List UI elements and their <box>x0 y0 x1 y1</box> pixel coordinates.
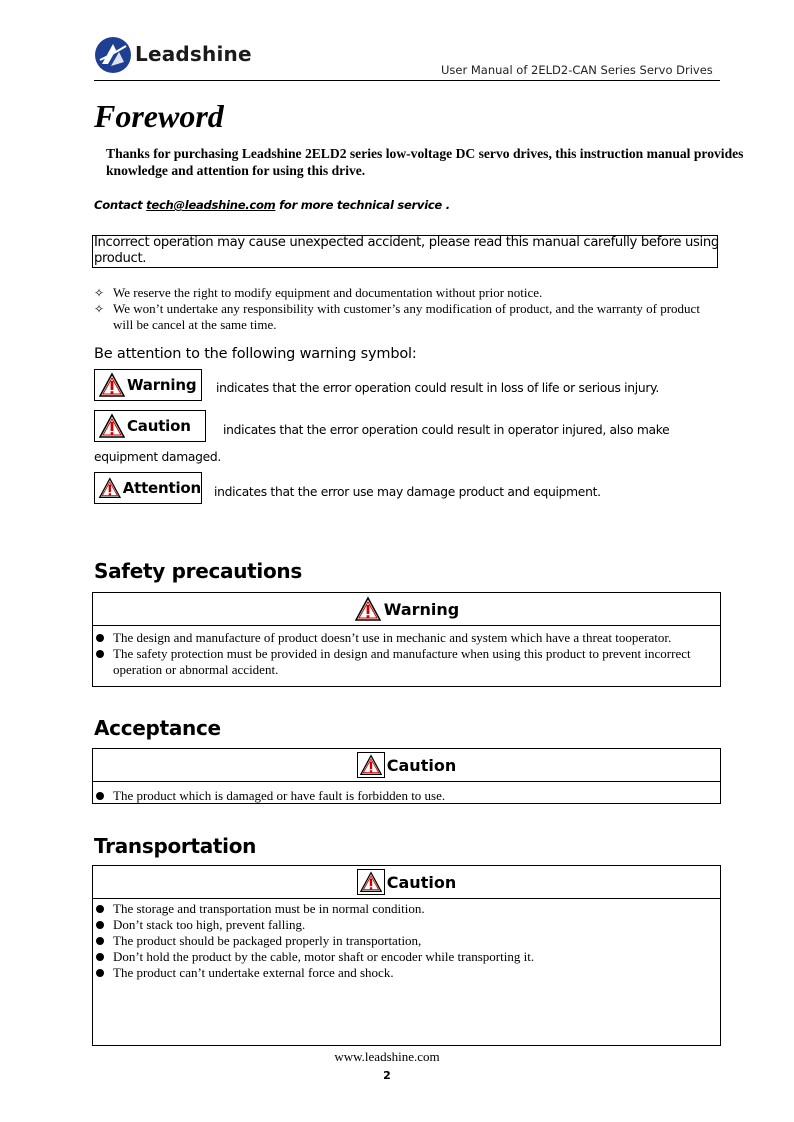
logo-text: Leadshine <box>135 42 252 66</box>
warning-description: indicates that the error operation could result in loss of life or serious injury. <box>216 381 659 395</box>
table-header <box>93 749 720 782</box>
table-header-label: Caution <box>386 872 457 892</box>
contact-email-link[interactable]: tech@leadshine.com <box>146 198 276 212</box>
footer-url: www.leadshine.com <box>334 1049 440 1064</box>
leadshine-logo-icon <box>94 36 132 74</box>
list-item <box>93 933 720 949</box>
warning-symbol-box <box>94 369 202 401</box>
section-title-transportation: Transportation <box>94 834 257 858</box>
list-item <box>93 917 720 933</box>
attention-description: indicates that the error use may damage product and equipment. <box>214 485 601 499</box>
list-item-text: The storage and transportation must be in normal condition. <box>113 901 425 916</box>
list-item <box>93 949 720 965</box>
list-item <box>93 965 720 981</box>
list-item-text: The safety protection must be provided in design and manufacture when using this product to prevent incorrect operation or abnormal accident. <box>113 646 691 677</box>
list-item-text: The product should be packaged properly in transportation, <box>113 933 422 948</box>
table-header-label: Warning <box>383 599 460 619</box>
caution-description: indicates that the error operation could result in operator injured, also make <box>223 423 670 437</box>
list-item <box>93 788 720 804</box>
section-title-acceptance: Acceptance <box>94 716 221 740</box>
contact-line <box>94 198 450 212</box>
list-item <box>93 901 720 917</box>
disclaimer-text: We won’t undertake any responsibility with customer’s any modification of product, and the warranty of product will be cancel at the same time. <box>113 301 700 332</box>
caution-triangle-icon <box>98 413 126 439</box>
bullet-list <box>93 899 720 981</box>
list-item-text: The product which is damaged or have fault is forbidden to use. <box>113 788 446 803</box>
acceptance-table <box>92 748 721 804</box>
bullet-list <box>93 626 720 678</box>
table-header <box>93 593 720 626</box>
caution-triangle-icon <box>359 754 383 776</box>
contact-suffix: for more technical service . <box>275 198 450 212</box>
list-item <box>93 630 720 646</box>
disclaimer-item <box>94 301 714 333</box>
attention-symbol-box <box>94 472 202 504</box>
warning-triangle-wrapper <box>354 596 382 622</box>
table-header-label: Caution <box>386 755 457 775</box>
caution-description-continued: equipment damaged. <box>94 450 221 464</box>
table-header <box>93 866 720 899</box>
caution-triangle-icon <box>359 871 383 893</box>
section-title-safety: Safety precautions <box>94 559 302 583</box>
contact-prefix: Contact <box>94 198 147 212</box>
header-divider <box>94 80 720 81</box>
attention-triangle-icon <box>98 475 122 501</box>
caution-triangle-wrapper <box>357 752 385 778</box>
caution-triangle-wrapper <box>357 869 385 895</box>
warning-label: Warning <box>127 376 197 394</box>
manual-title: User Manual of 2ELD2-CAN Series Servo Drives <box>441 63 713 77</box>
list-item <box>93 646 720 678</box>
list-item-text: Don’t stack too high, prevent falling. <box>113 917 306 932</box>
page-number: 2 <box>383 1069 391 1082</box>
caution-label: Caution <box>127 417 191 435</box>
intro-paragraph: Thanks for purchasing Leadshine 2ELD2 series low-voltage DC servo drives, this instruction manual provides knowledge and attention for using this drive. <box>106 146 744 178</box>
notice-text: Incorrect operation may cause unexpected accident, please read this manual carefully before using product. <box>94 235 719 266</box>
safety-table <box>92 592 721 687</box>
bullet-list <box>93 782 720 804</box>
list-item-text: Don’t hold the product by the cable, motor shaft or encoder while transporting it. <box>113 949 535 964</box>
list-item-text: The product can’t undertake external force and shock. <box>113 965 394 980</box>
diamond-bullet-icon: ✧ <box>94 302 105 316</box>
diamond-bullet-icon: ✧ <box>94 286 105 300</box>
disclaimer-text: We reserve the right to modify equipment and documentation without prior notice. <box>113 285 543 300</box>
symbols-heading: Be attention to the following warning symbol: <box>94 346 417 362</box>
list-item-text: The design and manufacture of product doesn’t use in mechanic and system which have a threat tooperator. <box>113 630 672 645</box>
page-title: Foreword <box>94 98 224 134</box>
warning-triangle-icon <box>98 372 126 398</box>
disclaimer-item <box>94 285 714 301</box>
attention-label: Attention <box>122 479 201 497</box>
transportation-table <box>92 865 721 1046</box>
caution-symbol-box <box>94 410 206 442</box>
warning-triangle-icon <box>354 596 382 622</box>
